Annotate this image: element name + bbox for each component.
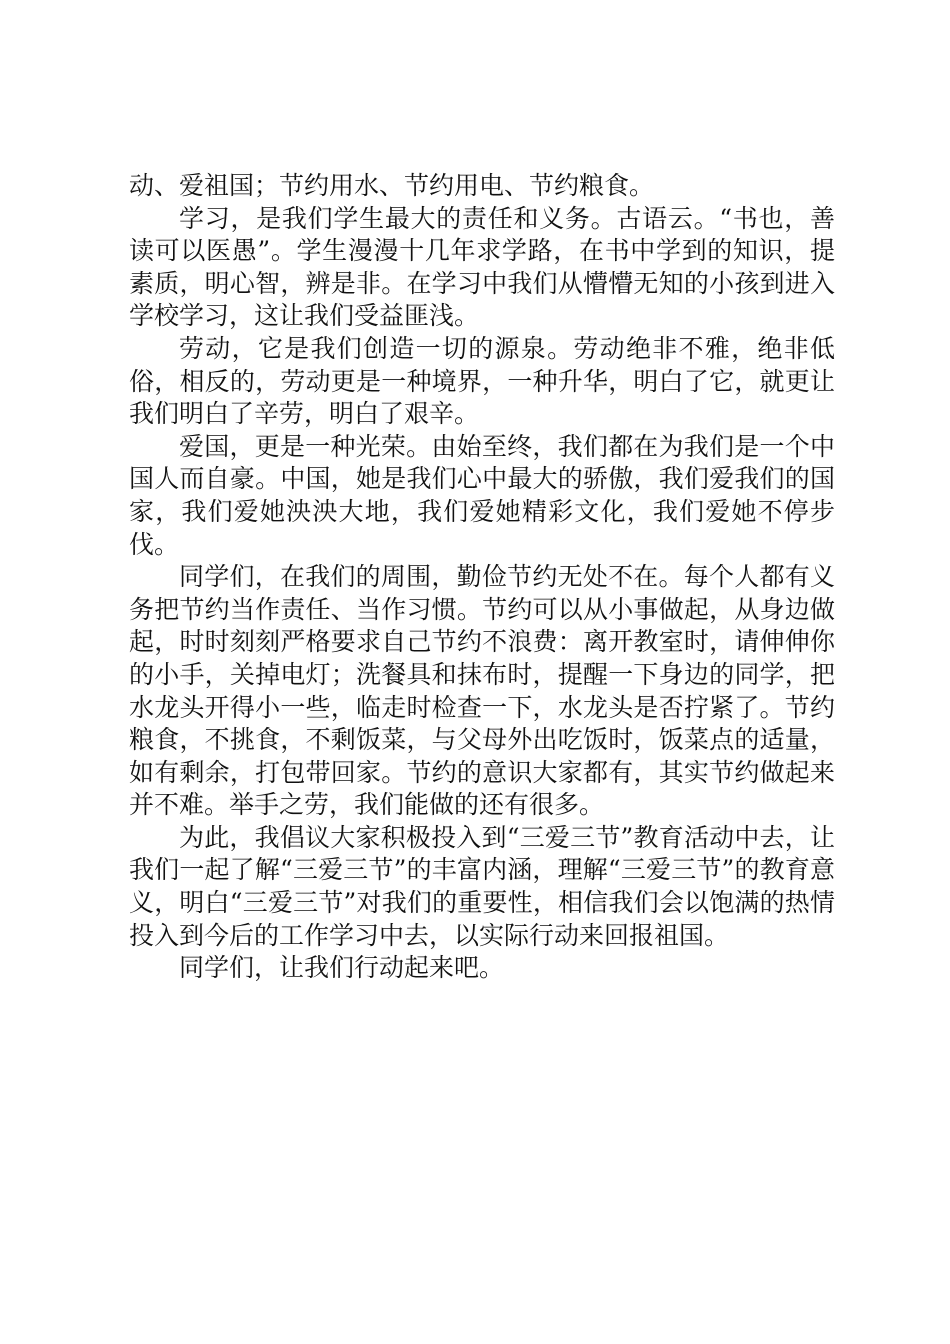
paragraph-patriotism: 爱国，更是一种光荣。由始至终，我们都在为我们是一个中国人而自豪。中国，她是我们心中最大的骄傲，我们爱我们的国家，我们爱她泱泱大地，我们爱她精彩文化，我们爱她不停步伐。 — [129, 431, 835, 559]
document-body — [129, 170, 835, 985]
paragraph-labor: 劳动，它是我们创造一切的源泉。劳动绝非不雅，绝非低俗，相反的，劳动更是一种境界，一种升华，明白了它，就更让我们明白了辛劳，明白了艰辛。 — [129, 333, 835, 429]
paragraph-thrift: 同学们，在我们的周围，勤俭节约无处不在。每个人都有义务把节约当作责任、当作习惯。节约可以从小事做起，从身边做起，时时刻刻严格要求自己节约不浪费：离开教室时，请伸伸你的小手，关掉电灯；洗餐具和抹布时，提醒一下身边的同学，把水龙头开得小一些，临走时检查一下，水龙头是否拧紧了。节约粮食，不挑食，不剩饭菜，与父母外出吃饭时，饭菜点的适量，如有剩余，打包带回家。节约的意识大家都有，其实节约做起来并不难。举手之劳，我们能做的还有很多。 — [129, 562, 835, 820]
paragraph-closing: 同学们，让我们行动起来吧。 — [179, 953, 505, 983]
paragraph-initiative: 为此，我倡议大家积极投入到“三爱三节”教育活动中去，让我们一起了解“三爱三节”的丰富内涵，理解“三爱三节”的教育意义，明白“三爱三节”对我们的重要性，相信我们会以饱满的热情投入到今后的工作学习中去，以实际行动来回报祖国。 — [129, 822, 835, 950]
paragraph-continuation: 动、爱祖国；节约用水、节约用电、节约粮食。 — [129, 171, 655, 200]
paragraph-study: 学习，是我们学生最大的责任和义务。古语云。“书也，善读可以医愚”。学生漫漫十几年求学路，在书中学到的知识，提素质，明心智，辨是非。在学习中我们从懵懵无知的小孩到进入学校学习，这让我们受益匪浅。 — [129, 203, 835, 331]
